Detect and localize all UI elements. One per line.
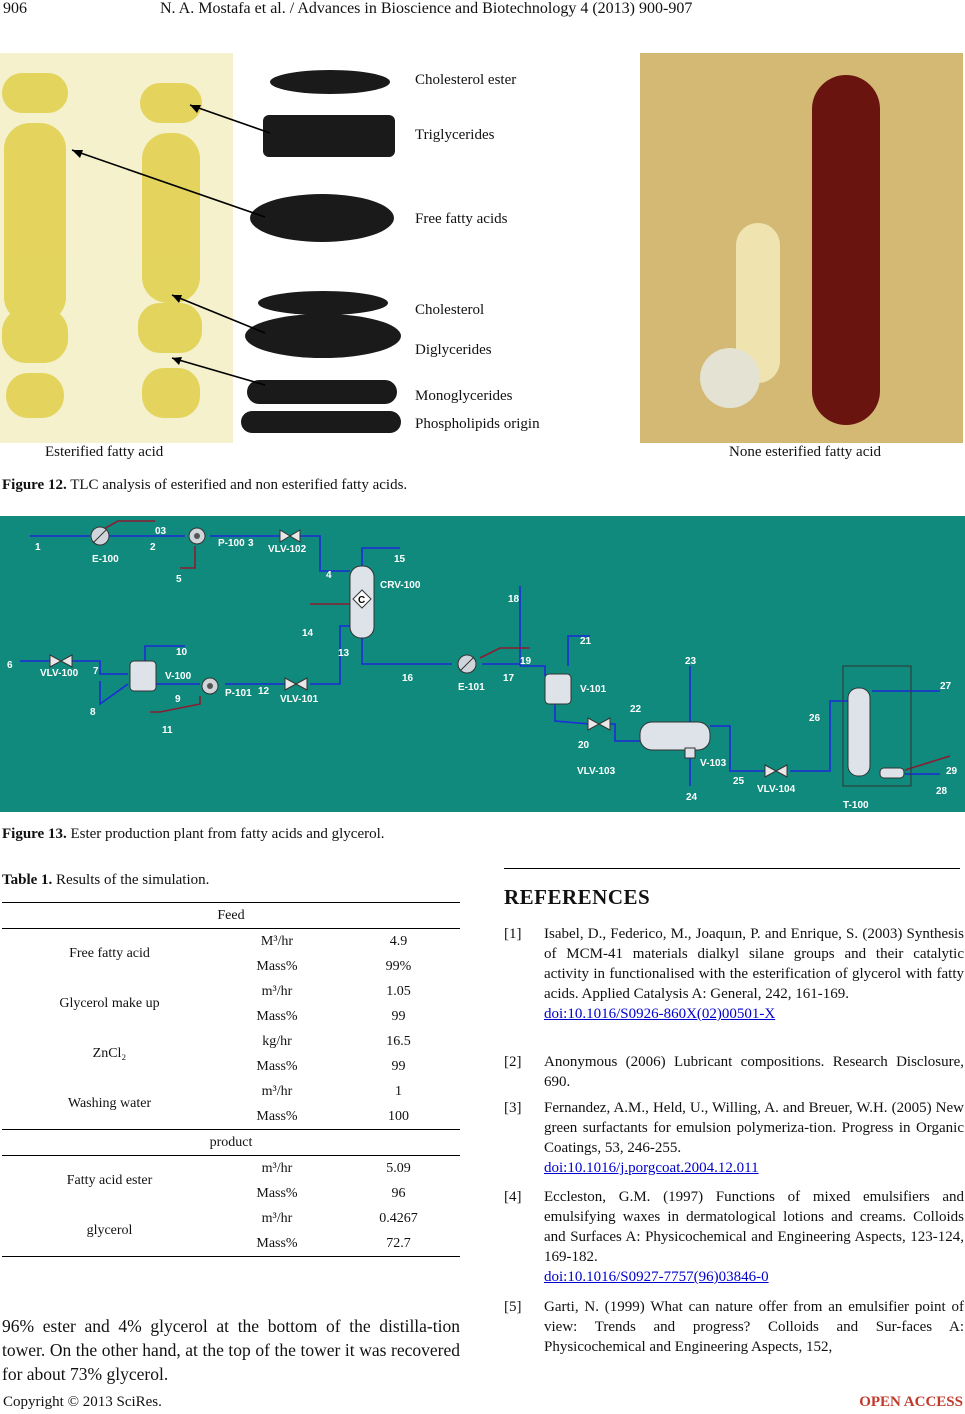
stream-2: 2	[150, 542, 156, 553]
row-value: 72.7	[386, 1235, 411, 1251]
reference-doi-link[interactable]: doi:10.1016/S0926-860X(02)00501-X	[544, 1006, 776, 1022]
unit-v100: V-100	[165, 671, 192, 682]
stream-17: 17	[503, 673, 515, 684]
stream-14: 14	[302, 628, 314, 639]
stream-18: 18	[508, 594, 520, 605]
stream-10: 10	[176, 647, 188, 658]
stream-03: 03	[155, 526, 167, 537]
unit-t100: T-100	[843, 800, 869, 811]
copyright-footer: Copyright © 2013 SciRes.	[3, 1394, 162, 1410]
reference-text: Fernandez, A.M., Held, U., Willing, A. and Breuer, W.H. (2005) New green surfactants for emulsion polymeriza-tion. Progress in Organic Coatings, 53, 246-255.	[544, 1100, 964, 1156]
row-value: 100	[388, 1108, 409, 1124]
stream-22: 22	[630, 704, 642, 715]
row-unit: Mass%	[256, 1108, 298, 1124]
band-label-triglycerides: Triglycerides	[415, 127, 495, 143]
row-unit: m³/hr	[261, 1160, 293, 1176]
reference-text: Isabel, D., Federico, M., Joaquın, P. and Enrique, S. (2003) Synthesis of MCM-41 materials dialkyl silane groups and their catalytic activity in functionalised with the esterification of glycerol with fatty acids. Applied Catalysis A: General, 242, 161-169.	[544, 926, 964, 1002]
references-heading: REFERENCES	[504, 885, 651, 909]
row-unit: Mass%	[256, 1185, 298, 1201]
reference-number: [4]	[504, 1189, 522, 1205]
row-unit: kg/hr	[262, 1033, 292, 1049]
references-rule	[504, 868, 960, 869]
figure12-caption-label: Figure 12.	[2, 477, 67, 493]
table-section-product	[2, 1130, 460, 1156]
tlc-plate-non-esterified-drawing	[640, 53, 963, 443]
row-value: 99	[391, 1058, 406, 1074]
unit-vlv104: VLV-104	[757, 784, 796, 795]
figure12-caption-text: TLC analysis of esterified and non esterified fatty acids.	[66, 477, 408, 493]
reference-number: [5]	[504, 1299, 522, 1315]
unit-vlv103: VLV-103	[577, 766, 616, 777]
unit-e101: E-101	[458, 682, 485, 693]
row-unit: m³/hr	[261, 1210, 293, 1226]
row-value: 99%	[385, 958, 412, 974]
figure13-caption	[2, 826, 385, 843]
figure12-caption	[2, 477, 407, 494]
open-access-badge: OPEN ACCESS	[859, 1394, 963, 1410]
row-value: 96	[391, 1185, 406, 1201]
stream-4: 4	[326, 570, 332, 581]
process-flowsheet	[0, 516, 965, 812]
stream-26: 26	[809, 713, 821, 724]
flowsheet-diagram	[0, 516, 965, 812]
unit-e100: E-100	[92, 554, 119, 565]
row-name: Glycerol make up	[59, 996, 160, 1011]
reference-item	[504, 1052, 964, 1092]
row-value: 1.05	[386, 983, 411, 999]
stream-24: 24	[686, 792, 698, 803]
reference-doi-link[interactable]: doi:10.1016/j.porgcoat.2004.12.011	[544, 1160, 759, 1176]
unit-c-marker: C	[358, 595, 366, 606]
row-name: Washing water	[67, 1096, 152, 1111]
label-esterified: Esterified fatty acid	[45, 444, 164, 460]
table1-caption	[2, 872, 209, 889]
reference-text: Anonymous (2006) Lubricant compositions. Research Disclosure, 690.	[544, 1054, 964, 1090]
running-title: N. A. Mostafa et al. / Advances in Bioscience and Biotechnology 4 (2013) 900-907	[160, 0, 693, 17]
stream-9: 9	[175, 694, 181, 705]
table1-caption-label: Table 1.	[2, 872, 53, 888]
reference-doi-link[interactable]: doi:10.1016/S0927-7757(96)03846-0	[544, 1269, 769, 1285]
stream-25: 25	[733, 776, 745, 787]
band-label-monoglycerides: Monoglycerides	[415, 388, 513, 404]
stream-16: 16	[402, 673, 414, 684]
band-label-diglycerides: Diglycerides	[415, 342, 492, 358]
row-value: 16.5	[386, 1033, 411, 1049]
band-label-free-fatty-acids: Free fatty acids	[415, 211, 508, 227]
row-value: 5.09	[386, 1160, 411, 1176]
row-value: 1	[395, 1083, 402, 1099]
reference-item	[504, 1187, 964, 1287]
figure13-caption-label: Figure 13.	[2, 826, 67, 842]
stream-28: 28	[936, 786, 948, 797]
row-name: Fatty acid ester	[66, 1173, 153, 1188]
row-unit: Mass%	[256, 1008, 298, 1024]
stream-20: 20	[578, 740, 590, 751]
reference-item	[504, 924, 964, 1024]
band-label-cholesterol-ester: Cholesterol ester	[415, 72, 517, 88]
stream-12: 12	[258, 686, 270, 697]
row-unit: m³/hr	[261, 1083, 293, 1099]
tlc-arrows	[60, 95, 280, 395]
stream-21: 21	[580, 636, 592, 647]
unit-vlv101: VLV-101	[280, 694, 319, 705]
tlc-plate-non-esterified-photo	[640, 53, 963, 443]
row-value: 0.4267	[379, 1210, 418, 1226]
unit-crv100: CRV-100	[380, 580, 421, 591]
row-unit: m³/hr	[261, 983, 293, 999]
stream-27: 27	[940, 681, 952, 692]
stream-8: 8	[90, 707, 96, 718]
reference-number: [2]	[504, 1054, 522, 1070]
stream-23: 23	[685, 656, 697, 667]
reference-number: [3]	[504, 1100, 522, 1116]
table1-caption-text: Results of the simulation.	[52, 872, 210, 888]
feed-header: Feed	[2, 903, 460, 929]
reference-number: [1]	[504, 926, 522, 942]
product-header: product	[2, 1130, 460, 1156]
row-unit: Mass%	[256, 1235, 298, 1251]
stream-7: 7	[93, 666, 99, 677]
stream-15: 15	[394, 554, 406, 565]
unit-v103: V-103	[700, 758, 727, 769]
figure13-caption-text: Ester production plant from fatty acids and glycerol.	[66, 826, 385, 842]
table-section-feed	[2, 903, 460, 929]
row-unit: Mass%	[256, 958, 298, 974]
stream-29: 29	[946, 766, 958, 777]
row-value: 4.9	[389, 933, 408, 949]
stream-1: 1	[35, 542, 41, 553]
unit-vlv102: VLV-102	[268, 544, 307, 555]
stream-11: 11	[162, 725, 173, 736]
unit-p101: P-101	[225, 688, 252, 699]
stream-5: 5	[176, 574, 182, 585]
row-unit: M³/hr	[260, 933, 294, 949]
simulation-results-table	[2, 902, 460, 1257]
stream-3: 3	[248, 538, 254, 549]
reference-item	[504, 1098, 964, 1178]
unit-p100: P-100	[218, 538, 245, 549]
band-label-cholesterol: Cholesterol	[415, 302, 485, 318]
unit-vlv100: VLV-100	[40, 668, 79, 679]
row-value: 99	[391, 1008, 406, 1024]
stream-19: 19	[520, 656, 532, 667]
unit-v101: V-101	[580, 684, 607, 695]
stream-6: 6	[7, 660, 13, 671]
row-unit: Mass%	[256, 1058, 298, 1074]
reference-text: Garti, N. (1999) What can nature offer from an emulsifier point of view: Trends and progress? Colloids and Sur-faces A: Physicochemical and Engineering Aspects, 152,	[544, 1299, 964, 1355]
body-paragraph: 96% ester and 4% glycerol at the bottom of the distilla-tion tower. On the other hand, at the top of the tower it was recovered for about 73% glycerol.	[2, 1316, 460, 1384]
stream-13: 13	[338, 648, 350, 659]
reference-item	[504, 1297, 964, 1357]
band-label-phospholipids-origin: Phospholipids origin	[415, 416, 540, 432]
reference-text: Eccleston, G.M. (1997) Functions of mixed emulsifiers and emulsifying waxes in dermatological lotions and creams. Colloids and Surfaces A: Physicochemical and Engineering Aspects, 123-124, 169-182.	[544, 1189, 964, 1265]
row-name: ZnCl₂	[92, 1046, 127, 1061]
row-name: glycerol	[86, 1223, 133, 1238]
label-non-esterified: None esterified fatty acid	[729, 444, 882, 460]
row-name: Free fatty acid	[69, 946, 150, 961]
page-number: 906	[3, 0, 27, 17]
